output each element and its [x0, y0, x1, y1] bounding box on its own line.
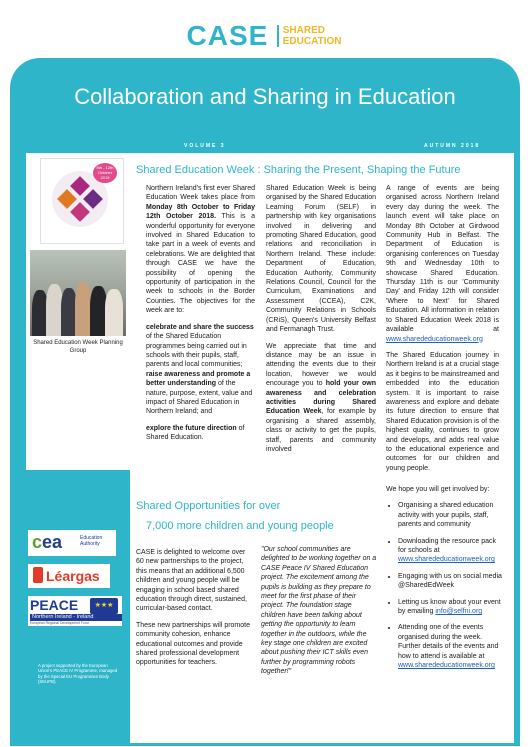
logo-sub-line1: SHARED: [282, 25, 325, 36]
section2-column-1: CASE is delighted to welcome over 60 new partnerships to the project, this means that an additional 6,500 children and young people will be engaging in school based shared education through direct, sustained, curricular-based contact. These new partnerships will promote community cohesion, enhance educational outcomes and provide shared professional development opportunities for teachers.: [136, 549, 250, 667]
email-link[interactable]: info@selfni.org: [435, 608, 483, 616]
school-quote: "Our school communities are delighted to be working together on a CASE Peace IV Shared Education project. The excitement among the pupils is building as they prepare to meet for the first phase of their project. The foundation stage children have been talking about getting the opportunity to learn together in the outdoors, while the key stage one children are excited about pushing their ICT skills even further by programming robots together!": [261, 546, 377, 676]
get-involved-list: [386, 485, 506, 678]
section1-column-2: Shared Education Week is being organised by the Shared Education Learning Forum (SELF) in partnership with key organisations involved in delivering and promoting Shared Education, good relations and reconciliation in Northern Ireland. These include: Department of Education, Education Authority, Community Relations Council, Council for the Curriculum, Examinations and Assessment (CCEA), C2K, Community Relations in Schools (CRiS), Queen's University Belfast and Fermanagh Trust. We appreciate that time and distance may be an issue in attending the events due to their location, however we would encourage you to hold your own awareness and celebration activities during Shared Education Week, for example by organising a shared assembly, class or activity to get the pupils, staff, parents and community involved: [266, 185, 376, 453]
list-item: • Engaging with us on social media @SharedEdWeek: [398, 572, 506, 591]
season-label: AUTUMN 2018: [424, 143, 481, 149]
newsletter-title: Collaboration and Sharing in Education: [74, 84, 456, 109]
section1-column-1: Northern Ireland's first ever Shared Education Week takes place from Monday 8th October to Friday 12th October 2018. This is a wonderful opportunity for everyone involved in Shared Education to take part in a week of events and celebrations. We are delighted that through CASE we have the possibility of opening the opportunity of participation in the week to schools in the Border Counties. The objectives for the week are to: celebrate and share the success of the Shared Education programmes being carried out in schools with their pupils, staff, parents and local communities; raise awareness and promote a better understanding of the nature, purpose, extent, value and impact of Shared Education in Northern Ireland; and explore the future direction of Shared Education.: [146, 185, 255, 442]
planning-group-photo: [30, 250, 126, 336]
sew-link-1[interactable]: www.sharededucationweek.org: [386, 335, 483, 343]
section2-headline-line2: 7,000 more children and young people: [146, 520, 334, 532]
section1-column-3: A range of events are being organised across Northern Ireland every day during the week. The launch event will take place on Monday 8th October at Girdwood Community Hub in Belfast. The Department of Education is organising conferences on Tuesday 9th and Wednesday 10th to showcase Shared Education. Thursday 11th is our 'Community Day' and Friday 12th will consider 'Where to Next' for Shared Education. All information in relation to Shared Education Week 2018 is available at www.sharededucationweek.org The Shared Education journey in Northern Ireland is at a crucial stage as it begins to be mainstreamed and embedded into the education system. It is important to raise awareness and explore and debate its future direction to ensure that Shared Education provision is of the highest quality, continues to grow and develops, and adds real value to the educational experience and outcomes for our children and young people.: [386, 185, 499, 472]
list-item: • Attending one of the events organised during the week. Further details of the events and how to attend is available at www.sharededucationweek.org: [398, 623, 506, 670]
funding-credit: A project supported by the European Union's PEACE IV Programme, managed by the Special EU Programmes Body (SEUPB).: [38, 663, 118, 685]
list-item: • Letting us know about your event by emailing info@selfni.org: [398, 598, 506, 617]
list-item: • Downloading the resource pack for schools at www.sharededucationweek.org: [398, 537, 506, 565]
section2-headline-line1: Shared Opportunities for over: [136, 500, 281, 512]
logo-case-text: CASE: [186, 20, 269, 51]
resource-pack-link[interactable]: www.sharededucationweek.org: [398, 556, 495, 564]
badge-dates: 8th - 12th October 2018: [93, 163, 117, 183]
logo-sub-line2: EDUCATION: [282, 36, 342, 47]
volume-label: VOLUME 3: [184, 143, 226, 149]
events-link[interactable]: www.sharededucationweek.org: [398, 662, 495, 670]
list-item: • Organising a shared education activity with your pupils, staff, parents and community: [398, 501, 506, 529]
section1-headline: Shared Education Week : Sharing the Present, Shaping the Future: [136, 164, 461, 176]
photo-caption: Shared Education Week Planning Group: [33, 340, 123, 354]
shared-education-week-badge: [40, 158, 124, 244]
leargas-logo: Léargas: [28, 564, 110, 588]
case-logo: [0, 20, 528, 52]
ea-logo: c ea Education Authority: [28, 530, 116, 556]
involve-intro: We hope you will get involved by:: [386, 486, 490, 493]
logo-subtitle: [277, 25, 342, 47]
peace-logo: PEACE ★★★ Northern Ireland - Ireland European Regional Development Fund: [28, 596, 122, 626]
